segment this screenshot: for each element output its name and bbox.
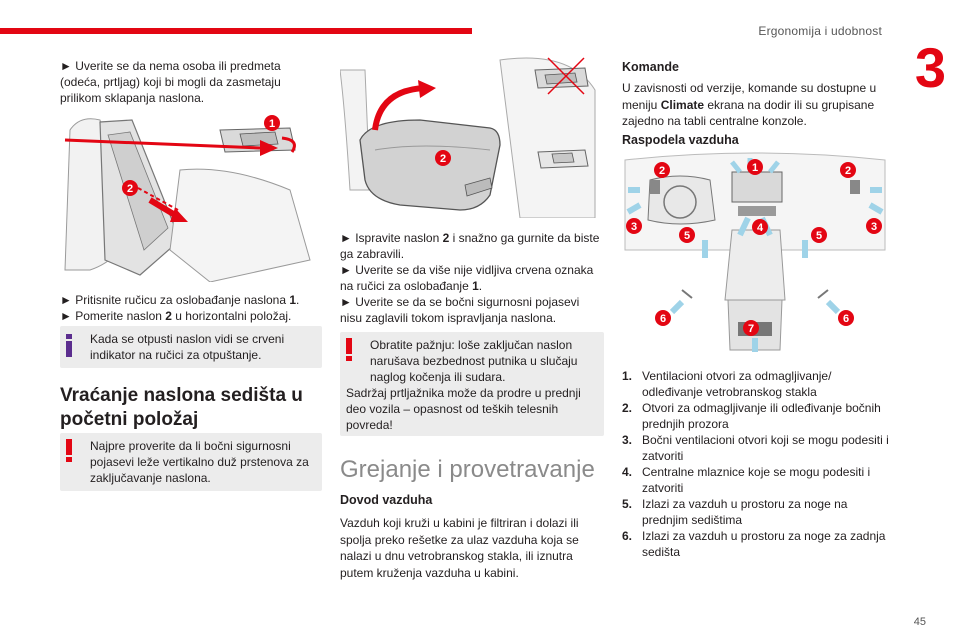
air-callout-4-label: 4: [756, 222, 764, 234]
fig1-callout-2-label: 2: [126, 183, 134, 195]
warning-note-safety-text-1: Obratite pažnju: loše zaključan naslon narušava bezbednost putnika u slučaju naglog kočenja ili sudara.: [370, 338, 578, 384]
col2-step-belts: ► Uverite se da se bočni sigurnosni pojasevi nisu zaglavili tokom ispravljanja naslona.: [340, 295, 580, 325]
air-callout-3-left-label: 3: [630, 221, 638, 233]
running-header: Ergonomija i udobnost: [758, 24, 882, 38]
figure-seat-fold: [60, 110, 318, 282]
info-note-text: Kada se otpusti naslon vidi se crveni indikator na ručici za otpuštanje.: [90, 332, 285, 362]
warning-note-safety: [340, 332, 604, 436]
air-callout-2-left-label: 2: [658, 165, 666, 177]
chapter-number: 3: [914, 36, 946, 99]
col2-step-indicator: ► Uverite se da više nije vidljiva crvena oznaka na ručici za oslobađanje 1.: [340, 263, 594, 293]
col1-step-move: ► Pomerite naslon 2 u horizontalni položaj.: [60, 309, 292, 323]
col1-step-check: ► Uverite se da nema osoba ili predmeta (odeća, prtljag) koji bi mogli da zasmetaju prilikom sklapanja naslona.: [60, 59, 281, 105]
air-distribution-legend: [622, 368, 890, 560]
fig2-callout-2-label: 2: [439, 153, 447, 165]
col3-controls-text: U zavisnosti od verzije, komande su dostupne u meniju Climate ekrana na dodir ili su grupisane zajedno na tabli centralne konzole.: [622, 81, 877, 128]
air-supply-text: Vazduh koji kruži u kabini je filtriran i dolazi ili spolja preko rešetke za ulaz vazduha koja se nalazi u dnu vetrobranskog stakla, ili iznutra putem kruženja vazduha u kabini.: [340, 516, 579, 580]
list-item: 1. Ventilacioni otvori za odmagljivanje/ odleđivanje vetrobranskog stakla: [622, 369, 832, 399]
subheading-air-distribution: Raspodela vazduha: [622, 133, 739, 147]
air-callout-5-left-label: 5: [683, 230, 691, 242]
page-number: 45: [913, 616, 926, 628]
info-icon: [66, 334, 72, 356]
col1-steps: [60, 292, 322, 324]
col2-steps: [340, 230, 604, 326]
list-item: 6. Izlazi za vazduh u prostoru za noge za zadnja sedišta: [622, 529, 886, 559]
air-callout-6-left-label: 6: [659, 313, 667, 325]
air-callout-5-right-label: 5: [815, 230, 823, 242]
air-callout-2-right-label: 2: [844, 165, 852, 177]
info-note: [60, 326, 322, 368]
warning-note-belts-text: Najpre proverite da li bočni sigurnosni pojasevi leže vertikalno duž prstenova za zaključavanje naslona.: [90, 439, 309, 485]
section-heading-restore: Vraćanje naslona sedišta u početni položaj: [60, 385, 303, 430]
air-callout-1-label: 1: [751, 162, 759, 174]
air-callout-6-right-label: 6: [842, 313, 850, 325]
fig1-callout-1-label: 1: [268, 118, 276, 130]
figure-seat-raise: [340, 50, 602, 218]
col2-body: [340, 515, 604, 581]
warning-note-belts: [60, 433, 322, 491]
header-accent-bar: [0, 28, 472, 34]
list-item: 3. Bočni ventilacioni otvori koji se mogu podesiti i zatvoriti: [622, 433, 889, 463]
list-item: 4. Centralne mlaznice koje se mogu podesiti i zatvoriti: [622, 465, 871, 495]
subheading-controls: Komande: [622, 60, 679, 74]
air-callout-3-right-label: 3: [870, 221, 878, 233]
subheading-air-supply: Dovod vazduha: [340, 493, 433, 507]
col2-step-raise: ► Ispravite naslon 2 i snažno ga gurnite da biste ga zabravili.: [340, 231, 600, 261]
warning-icon: [66, 439, 73, 463]
list-item: 5. Izlazi za vazduh u prostoru za noge na prednjim sedištima: [622, 497, 848, 527]
col1-intro: [60, 58, 305, 106]
col1-step-release: ► Pritisnite ručicu za oslobađanje naslona 1.: [60, 293, 300, 307]
figure-air-distribution: [620, 150, 890, 360]
list-item: 2. Otvori za odmagljivanje ili odleđivanje bočnih prednjih prozora: [622, 401, 881, 431]
warning-note-safety-text-2: Sadržaj prtljažnika može da prodre u prednji deo vozila – opasnost od teških telesnih povreda!: [346, 386, 581, 432]
section-title-heating: Grejanje i provetravanje: [340, 456, 595, 483]
air-callout-7-label: 7: [747, 323, 755, 335]
warning-icon: [346, 338, 353, 362]
